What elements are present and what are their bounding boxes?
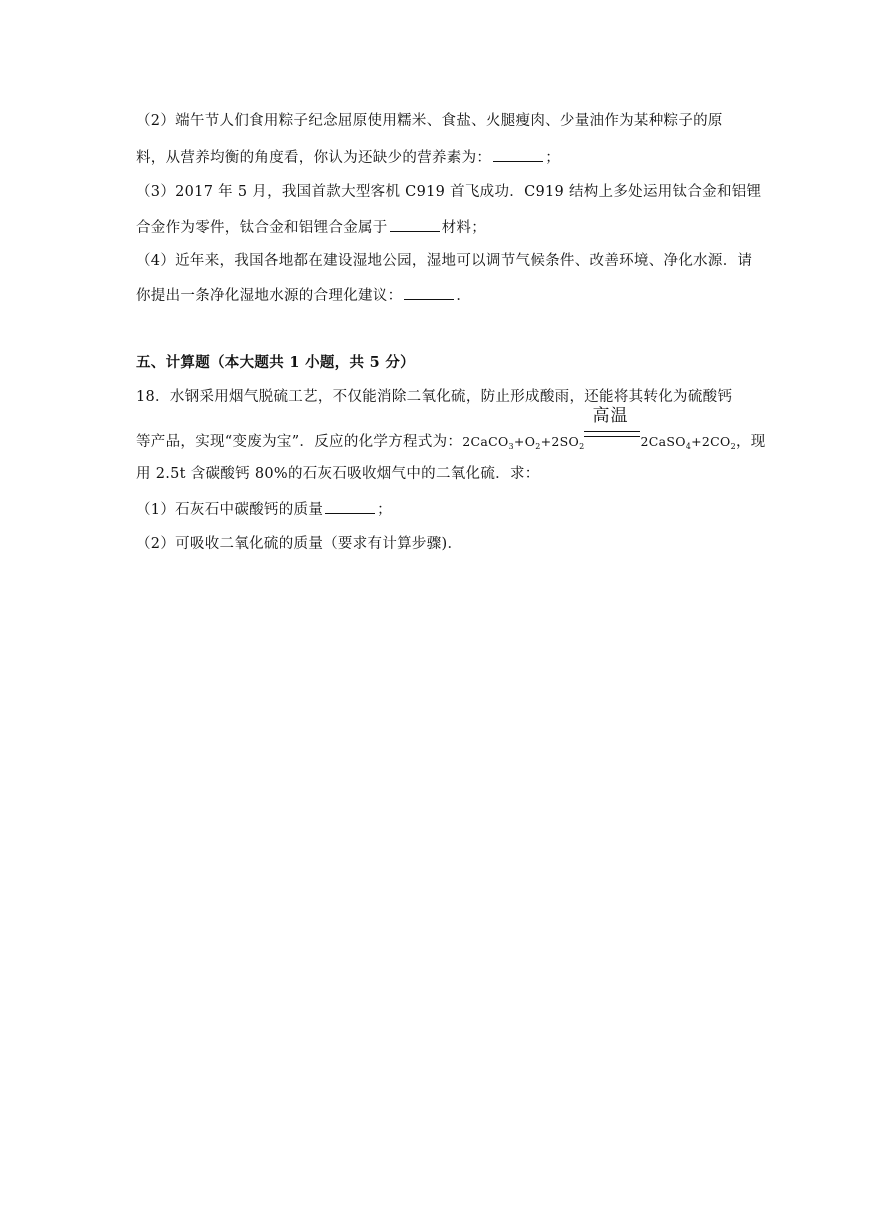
eq-term: +O [513, 434, 536, 449]
eq-subscript: 2 [535, 442, 541, 451]
eq-subscript: 4 [685, 442, 692, 451]
q17-part4-line1: （4）近年来，我国各地都在建设湿地公园，湿地可以调节气候条件、改善环境、净化水源．请 [136, 253, 753, 269]
q17-part4-line2 [136, 285, 471, 306]
answer-blank [325, 499, 375, 514]
q18-sub2: （2）可吸收二氧化硫的质量（要求有计算步骤)． [136, 536, 463, 552]
reaction-condition: 高温 [592, 406, 629, 426]
q17-part2-end: ； [545, 150, 561, 166]
answer-blank [493, 147, 543, 162]
q17-part2-line1: （2）端午节人们食用粽子纪念屈原使用糯米、食盐、火腿瘦肉、少量油作为某种粽子的原 [136, 113, 723, 129]
q18-sub1-text: （1）石灰石中碳酸钙的质量 [136, 502, 324, 518]
eq-term: +2CO [691, 434, 731, 449]
answer-blank [390, 217, 440, 232]
q18-line1: 18．水钢采用烟气脱硫工艺，不仅能消除二氧化硫，防止形成酸雨，还能将其转化为硫酸钙 [136, 389, 733, 405]
q18-sub1-end: ； [377, 502, 392, 518]
eq-term: +2SO [540, 434, 580, 449]
q18-line2-text: 等产品，实现“变废为宝”．反应的化学方程式为： [136, 434, 463, 450]
reaction-arrow [584, 406, 640, 446]
q17-part3-line1: （3）2017 年 5 月，我国首款大型客机 C919 首飞成功．C919 结构上多处运用钛合金和铝锂 [136, 184, 762, 200]
eq-term: 2CaCO [462, 434, 509, 449]
q17-part2-text: 料，从营养均衡的角度看，你认为还缺少的营养素为： [136, 150, 492, 166]
q18-sub1 [136, 499, 392, 520]
q18-line3: 用 2.5t 含碳酸钙 80%的石灰石吸收烟气中的二氧化硫．求： [136, 466, 540, 482]
eq-term: 2CaSO [640, 434, 686, 449]
double-line-icon [584, 431, 640, 437]
q17-part2-line2 [136, 147, 560, 168]
q18-line2 [136, 406, 766, 457]
eq-subscript: 2 [579, 442, 585, 451]
q17-part4-end: ． [456, 288, 472, 304]
eq-subscript: 2 [730, 442, 736, 451]
q17-part3-end: 材料； [441, 220, 487, 236]
chemical-equation [462, 406, 736, 457]
q18-line2-end: ，现 [735, 434, 766, 450]
q17-part3-text: 合金作为零件，钛合金和铝锂合金属于 [136, 220, 388, 236]
section-heading: 五、计算题（本大题共 1 小题，共 5 分） [136, 354, 415, 371]
answer-blank [404, 285, 454, 300]
eq-subscript: 3 [508, 442, 514, 451]
q17-part3-line2 [136, 217, 486, 238]
q17-part4-text: 你提出一条净化湿地水源的合理化建议： [136, 288, 403, 304]
